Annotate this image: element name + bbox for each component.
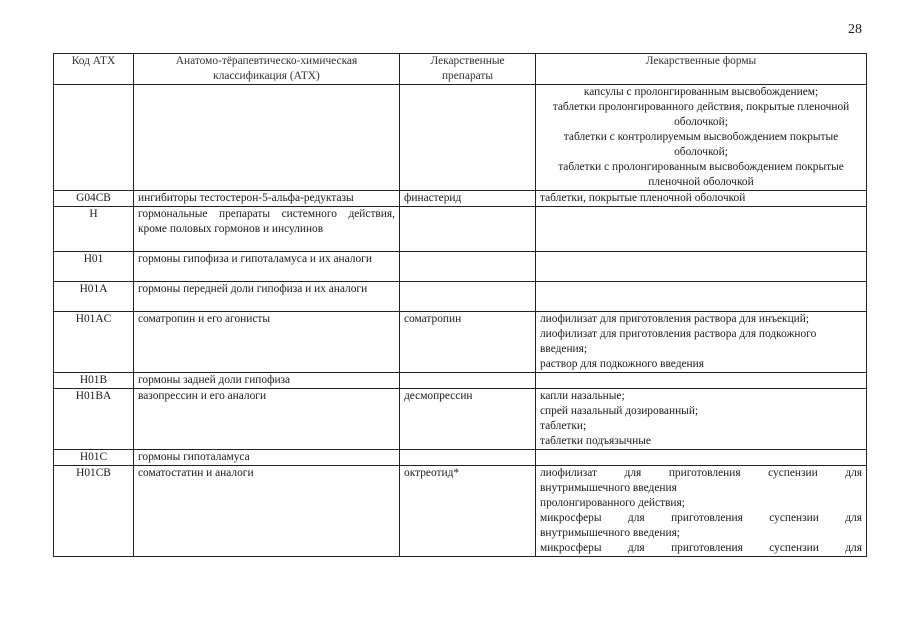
table-row	[54, 282, 867, 312]
code-cell: H01CB	[54, 466, 134, 557]
form-item: лиофилизат для приготовления раствора для подкожного введения;	[540, 328, 817, 355]
drug-cell	[400, 373, 536, 389]
forms-cell	[536, 252, 867, 282]
header-drugs: Лекарственные препараты	[400, 54, 536, 85]
drug-cell	[400, 252, 536, 282]
header-code: Код АТХ	[54, 54, 134, 85]
form-item: таблетки подъязычные	[540, 435, 651, 447]
code-cell	[54, 85, 134, 191]
page-number: 28	[848, 22, 862, 37]
form-item: внутримышечного введения;	[540, 527, 680, 539]
classification-cell: гормоны гипофиза и гипоталамуса и их аналоги	[134, 252, 400, 282]
classification-cell	[134, 85, 400, 191]
table-row	[54, 373, 867, 389]
form-item: таблетки с пролонгированным высвобождением покрытые пленочной оболочкой	[558, 161, 844, 188]
code-cell: H01C	[54, 450, 134, 466]
table-row	[54, 312, 867, 373]
forms-cell	[536, 191, 867, 207]
form-item: таблетки;	[540, 420, 587, 432]
classification-cell: гормональные препараты системного действия, кроме половых гормонов и инсулинов	[134, 207, 400, 252]
header-forms: Лекарственные формы	[536, 54, 867, 85]
drug-cell	[400, 450, 536, 466]
header-classification: Анатомо-тёрапевтическо-химическая классификация (АТХ)	[134, 54, 400, 85]
code-cell: H01AC	[54, 312, 134, 373]
header-row	[54, 54, 867, 85]
drug-cell: октреотид*	[400, 466, 536, 557]
form-item: микросферы для приготовления суспензии для	[540, 542, 862, 554]
classification-cell: соматостатин и аналоги	[134, 466, 400, 557]
drug-cell	[400, 207, 536, 252]
form-item: лиофилизат для приготовления суспензии для	[540, 467, 862, 479]
classification-cell: гормоны гипоталамуса	[134, 450, 400, 466]
forms-cell	[536, 450, 867, 466]
form-item: микросферы для приготовления суспензии для	[540, 512, 862, 524]
code-cell: H01A	[54, 282, 134, 312]
code-cell: G04CB	[54, 191, 134, 207]
form-item: капли назальные;	[540, 390, 625, 402]
table-row	[54, 191, 867, 207]
drug-cell: десмопрессин	[400, 389, 536, 450]
drug-cell: соматропин	[400, 312, 536, 373]
classification-cell: вазопрессин и его аналоги	[134, 389, 400, 450]
form-item: пролонгированного действия;	[540, 497, 685, 509]
code-cell: H	[54, 207, 134, 252]
forms-cell	[536, 466, 867, 557]
table-row	[54, 466, 867, 557]
form-item: таблетки, покрытые пленочной оболочкой	[540, 192, 746, 204]
table-row	[54, 252, 867, 282]
forms-cell	[536, 373, 867, 389]
forms-cell	[536, 85, 867, 191]
forms-cell	[536, 207, 867, 252]
form-item: внутримышечного введения	[540, 482, 677, 494]
classification-cell: соматропин и его агонисты	[134, 312, 400, 373]
forms-cell	[536, 312, 867, 373]
code-cell: H01B	[54, 373, 134, 389]
table-row	[54, 389, 867, 450]
code-cell: H01BA	[54, 389, 134, 450]
form-item: таблетки с контролируемым высвобождением покрытые оболочкой;	[563, 131, 839, 158]
form-item: таблетки пролонгированного действия, покрытые пленочной оболочкой;	[552, 101, 850, 128]
drug-cell: финастерид	[400, 191, 536, 207]
forms-cell	[536, 282, 867, 312]
classification-cell: гормоны передней доли гипофиза и их аналоги	[134, 282, 400, 312]
table-row	[54, 450, 867, 466]
form-item: капсулы с пролонгированным высвобождением;	[583, 86, 819, 98]
classification-cell: гормоны задней доли гипофиза	[134, 373, 400, 389]
forms-cell	[536, 389, 867, 450]
atc-table	[53, 53, 867, 557]
form-item: лиофилизат для приготовления раствора для инъекций;	[540, 313, 810, 325]
code-cell: H01	[54, 252, 134, 282]
form-item: раствор для подкожного введения	[540, 358, 704, 370]
drug-cell	[400, 282, 536, 312]
classification-cell: ингибиторы тестостерон-5-альфа-редуктазы	[134, 191, 400, 207]
table-row	[54, 207, 867, 252]
form-item: спрей назальный дозированный;	[540, 405, 699, 417]
table-row	[54, 85, 867, 191]
drug-cell	[400, 85, 536, 191]
